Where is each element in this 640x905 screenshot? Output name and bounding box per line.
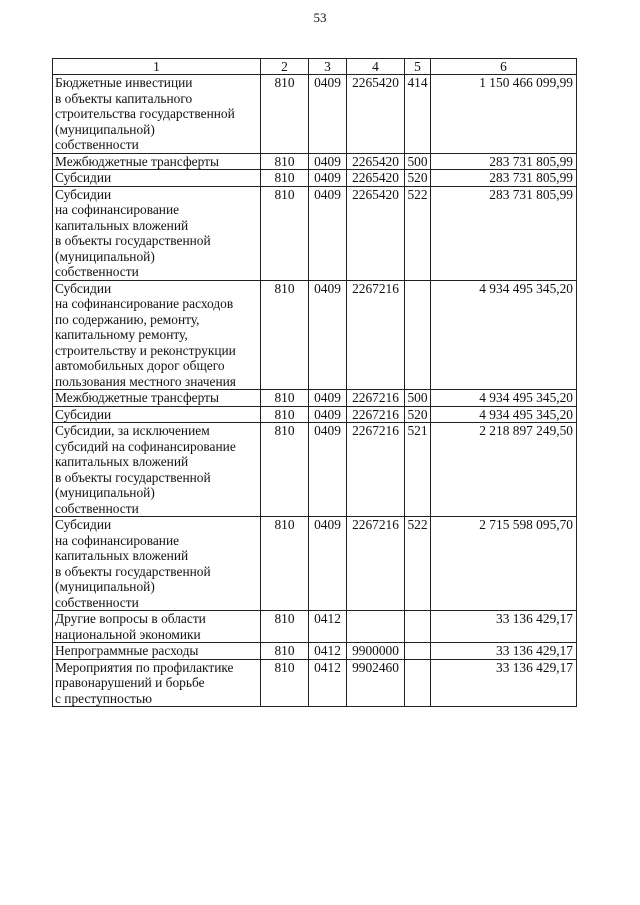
- row-name-line: в объекты государственной: [55, 233, 211, 248]
- amount-cell: 4 934 495 345,20: [431, 406, 577, 423]
- row-name-line: капитальных вложений: [55, 548, 189, 563]
- amount-cell: 4 934 495 345,20: [431, 280, 577, 390]
- row-name-line: Субсидии: [55, 406, 112, 422]
- amount-cell: 4 934 495 345,20: [431, 390, 577, 407]
- row-name-cell: [53, 186, 261, 280]
- amount-cell: 33 136 429,17: [431, 643, 577, 660]
- column-header: 5: [405, 59, 431, 75]
- row-name-line: Мероприятия по профилактике: [55, 659, 234, 675]
- row-name-line: собственности: [55, 500, 139, 516]
- row-name-cell: [53, 517, 261, 611]
- code-5-cell: 500: [405, 390, 431, 407]
- budget-table-container: [52, 58, 576, 707]
- code-5-cell: 414: [405, 75, 431, 154]
- code-4-cell: [347, 611, 405, 643]
- code-2-cell: 810: [261, 517, 309, 611]
- table-row: [53, 170, 577, 187]
- row-name-line: Субсидии: [55, 517, 112, 532]
- row-name-line: на софинансирование: [55, 532, 180, 548]
- code-5-cell: [405, 280, 431, 390]
- code-2-cell: 810: [261, 611, 309, 643]
- code-3-cell: 0409: [309, 280, 347, 390]
- code-2-cell: 810: [261, 659, 309, 707]
- code-3-cell: 0409: [309, 517, 347, 611]
- row-name-line: субсидий на софинансирование: [55, 438, 236, 454]
- row-name-line: на софинансирование расходов: [55, 296, 234, 311]
- row-name-line: капитальных вложений: [55, 217, 189, 233]
- code-4-cell: 2265420: [347, 186, 405, 280]
- code-2-cell: 810: [261, 643, 309, 660]
- code-4-cell: 2267216: [347, 423, 405, 517]
- row-name-line: в объекты государственной: [55, 563, 211, 579]
- amount-cell: 283 731 805,99: [431, 186, 577, 280]
- table-body: [53, 75, 577, 707]
- table-header-row: [53, 59, 577, 75]
- code-3-cell: 0412: [309, 659, 347, 707]
- code-2-cell: 810: [261, 390, 309, 407]
- row-name-line: с преступностью: [55, 690, 153, 706]
- row-name-line: Субсидии: [55, 280, 112, 296]
- amount-cell: 33 136 429,17: [431, 659, 577, 707]
- code-3-cell: 0409: [309, 390, 347, 407]
- row-name-line: (муниципальной): [55, 121, 155, 137]
- row-name-cell: [53, 390, 261, 407]
- table-row: [53, 406, 577, 423]
- row-name-line: Непрограммные расходы: [55, 643, 199, 658]
- column-header: 3: [309, 59, 347, 75]
- code-2-cell: 810: [261, 170, 309, 187]
- table-row: [53, 517, 577, 611]
- code-4-cell: 2267216: [347, 517, 405, 611]
- code-5-cell: 522: [405, 186, 431, 280]
- table-row: [53, 280, 577, 390]
- row-name-line: в объекты государственной: [55, 469, 211, 485]
- row-name-cell: [53, 643, 261, 660]
- code-3-cell: 0409: [309, 186, 347, 280]
- row-name-line: (муниципальной): [55, 248, 155, 264]
- row-name-line: Бюджетные инвестиции: [55, 75, 193, 90]
- code-2-cell: 810: [261, 423, 309, 517]
- table-row: [53, 153, 577, 170]
- code-5-cell: 520: [405, 406, 431, 423]
- code-4-cell: 9900000: [347, 643, 405, 660]
- row-name-cell: [53, 406, 261, 423]
- code-5-cell: 520: [405, 170, 431, 187]
- code-4-cell: 9902460: [347, 659, 405, 707]
- code-5-cell: 500: [405, 153, 431, 170]
- row-name-line: по содержанию, ремонту,: [55, 311, 200, 327]
- row-name-line: строительства государственной: [55, 106, 235, 121]
- code-4-cell: 2265420: [347, 75, 405, 154]
- amount-cell: 2 218 897 249,50: [431, 423, 577, 517]
- table-row: [53, 611, 577, 643]
- column-header: 6: [431, 59, 577, 75]
- row-name-cell: [53, 280, 261, 390]
- row-name-cell: [53, 659, 261, 707]
- row-name-cell: [53, 153, 261, 170]
- code-4-cell: 2267216: [347, 390, 405, 407]
- row-name-line: Субсидии, за исключением: [55, 423, 210, 438]
- row-name-line: пользования местного значения: [55, 373, 236, 389]
- table-row: [53, 643, 577, 660]
- code-4-cell: 2265420: [347, 153, 405, 170]
- row-name-line: капитальному ремонту,: [55, 327, 188, 342]
- table-row: [53, 423, 577, 517]
- code-5-cell: [405, 611, 431, 643]
- code-4-cell: 2265420: [347, 170, 405, 187]
- row-name-line: автомобильных дорог общего: [55, 358, 225, 373]
- row-name-cell: [53, 423, 261, 517]
- code-2-cell: 810: [261, 406, 309, 423]
- code-5-cell: [405, 643, 431, 660]
- table-row: [53, 186, 577, 280]
- column-header: 1: [53, 59, 261, 75]
- row-name-line: собственности: [55, 264, 139, 279]
- code-3-cell: 0409: [309, 153, 347, 170]
- code-3-cell: 0409: [309, 423, 347, 517]
- code-4-cell: 2267216: [347, 280, 405, 390]
- code-3-cell: 0409: [309, 406, 347, 423]
- amount-cell: 2 715 598 095,70: [431, 517, 577, 611]
- code-2-cell: 810: [261, 75, 309, 154]
- budget-table: [52, 58, 577, 707]
- code-2-cell: 810: [261, 153, 309, 170]
- table-row: [53, 659, 577, 707]
- row-name-line: национальной экономики: [55, 626, 201, 642]
- code-3-cell: 0409: [309, 75, 347, 154]
- row-name-line: (муниципальной): [55, 485, 155, 500]
- code-3-cell: 0409: [309, 170, 347, 187]
- code-3-cell: 0412: [309, 611, 347, 643]
- row-name-cell: [53, 611, 261, 643]
- code-5-cell: 522: [405, 517, 431, 611]
- code-5-cell: 521: [405, 423, 431, 517]
- amount-cell: 283 731 805,99: [431, 170, 577, 187]
- row-name-line: Субсидии: [55, 186, 112, 202]
- column-header: 2: [261, 59, 309, 75]
- column-header: 4: [347, 59, 405, 75]
- row-name-line: собственности: [55, 137, 139, 152]
- amount-cell: 1 150 466 099,99: [431, 75, 577, 154]
- amount-cell: 283 731 805,99: [431, 153, 577, 170]
- row-name-line: Субсидии: [55, 170, 112, 185]
- table-row: [53, 75, 577, 154]
- page-number: 53: [313, 10, 327, 25]
- amount-cell: 33 136 429,17: [431, 611, 577, 643]
- table-row: [53, 390, 577, 407]
- code-2-cell: 810: [261, 186, 309, 280]
- row-name-cell: [53, 170, 261, 187]
- code-5-cell: [405, 659, 431, 707]
- code-3-cell: 0412: [309, 643, 347, 660]
- row-name-line: на софинансирование: [55, 202, 180, 217]
- row-name-line: Межбюджетные трансферты: [55, 390, 219, 405]
- code-2-cell: 810: [261, 280, 309, 390]
- row-name-line: в объекты капитального: [55, 90, 193, 106]
- row-name-line: Другие вопросы в области: [55, 611, 206, 626]
- code-4-cell: 2267216: [347, 406, 405, 423]
- row-name-line: собственности: [55, 594, 139, 610]
- row-name-line: строительству и реконструкции: [55, 342, 236, 358]
- row-name-line: правонарушений и борьбе: [55, 675, 205, 690]
- row-name-line: Межбюджетные трансферты: [55, 153, 219, 169]
- row-name-line: капитальных вложений: [55, 454, 189, 469]
- row-name-cell: [53, 75, 261, 154]
- row-name-line: (муниципальной): [55, 579, 155, 594]
